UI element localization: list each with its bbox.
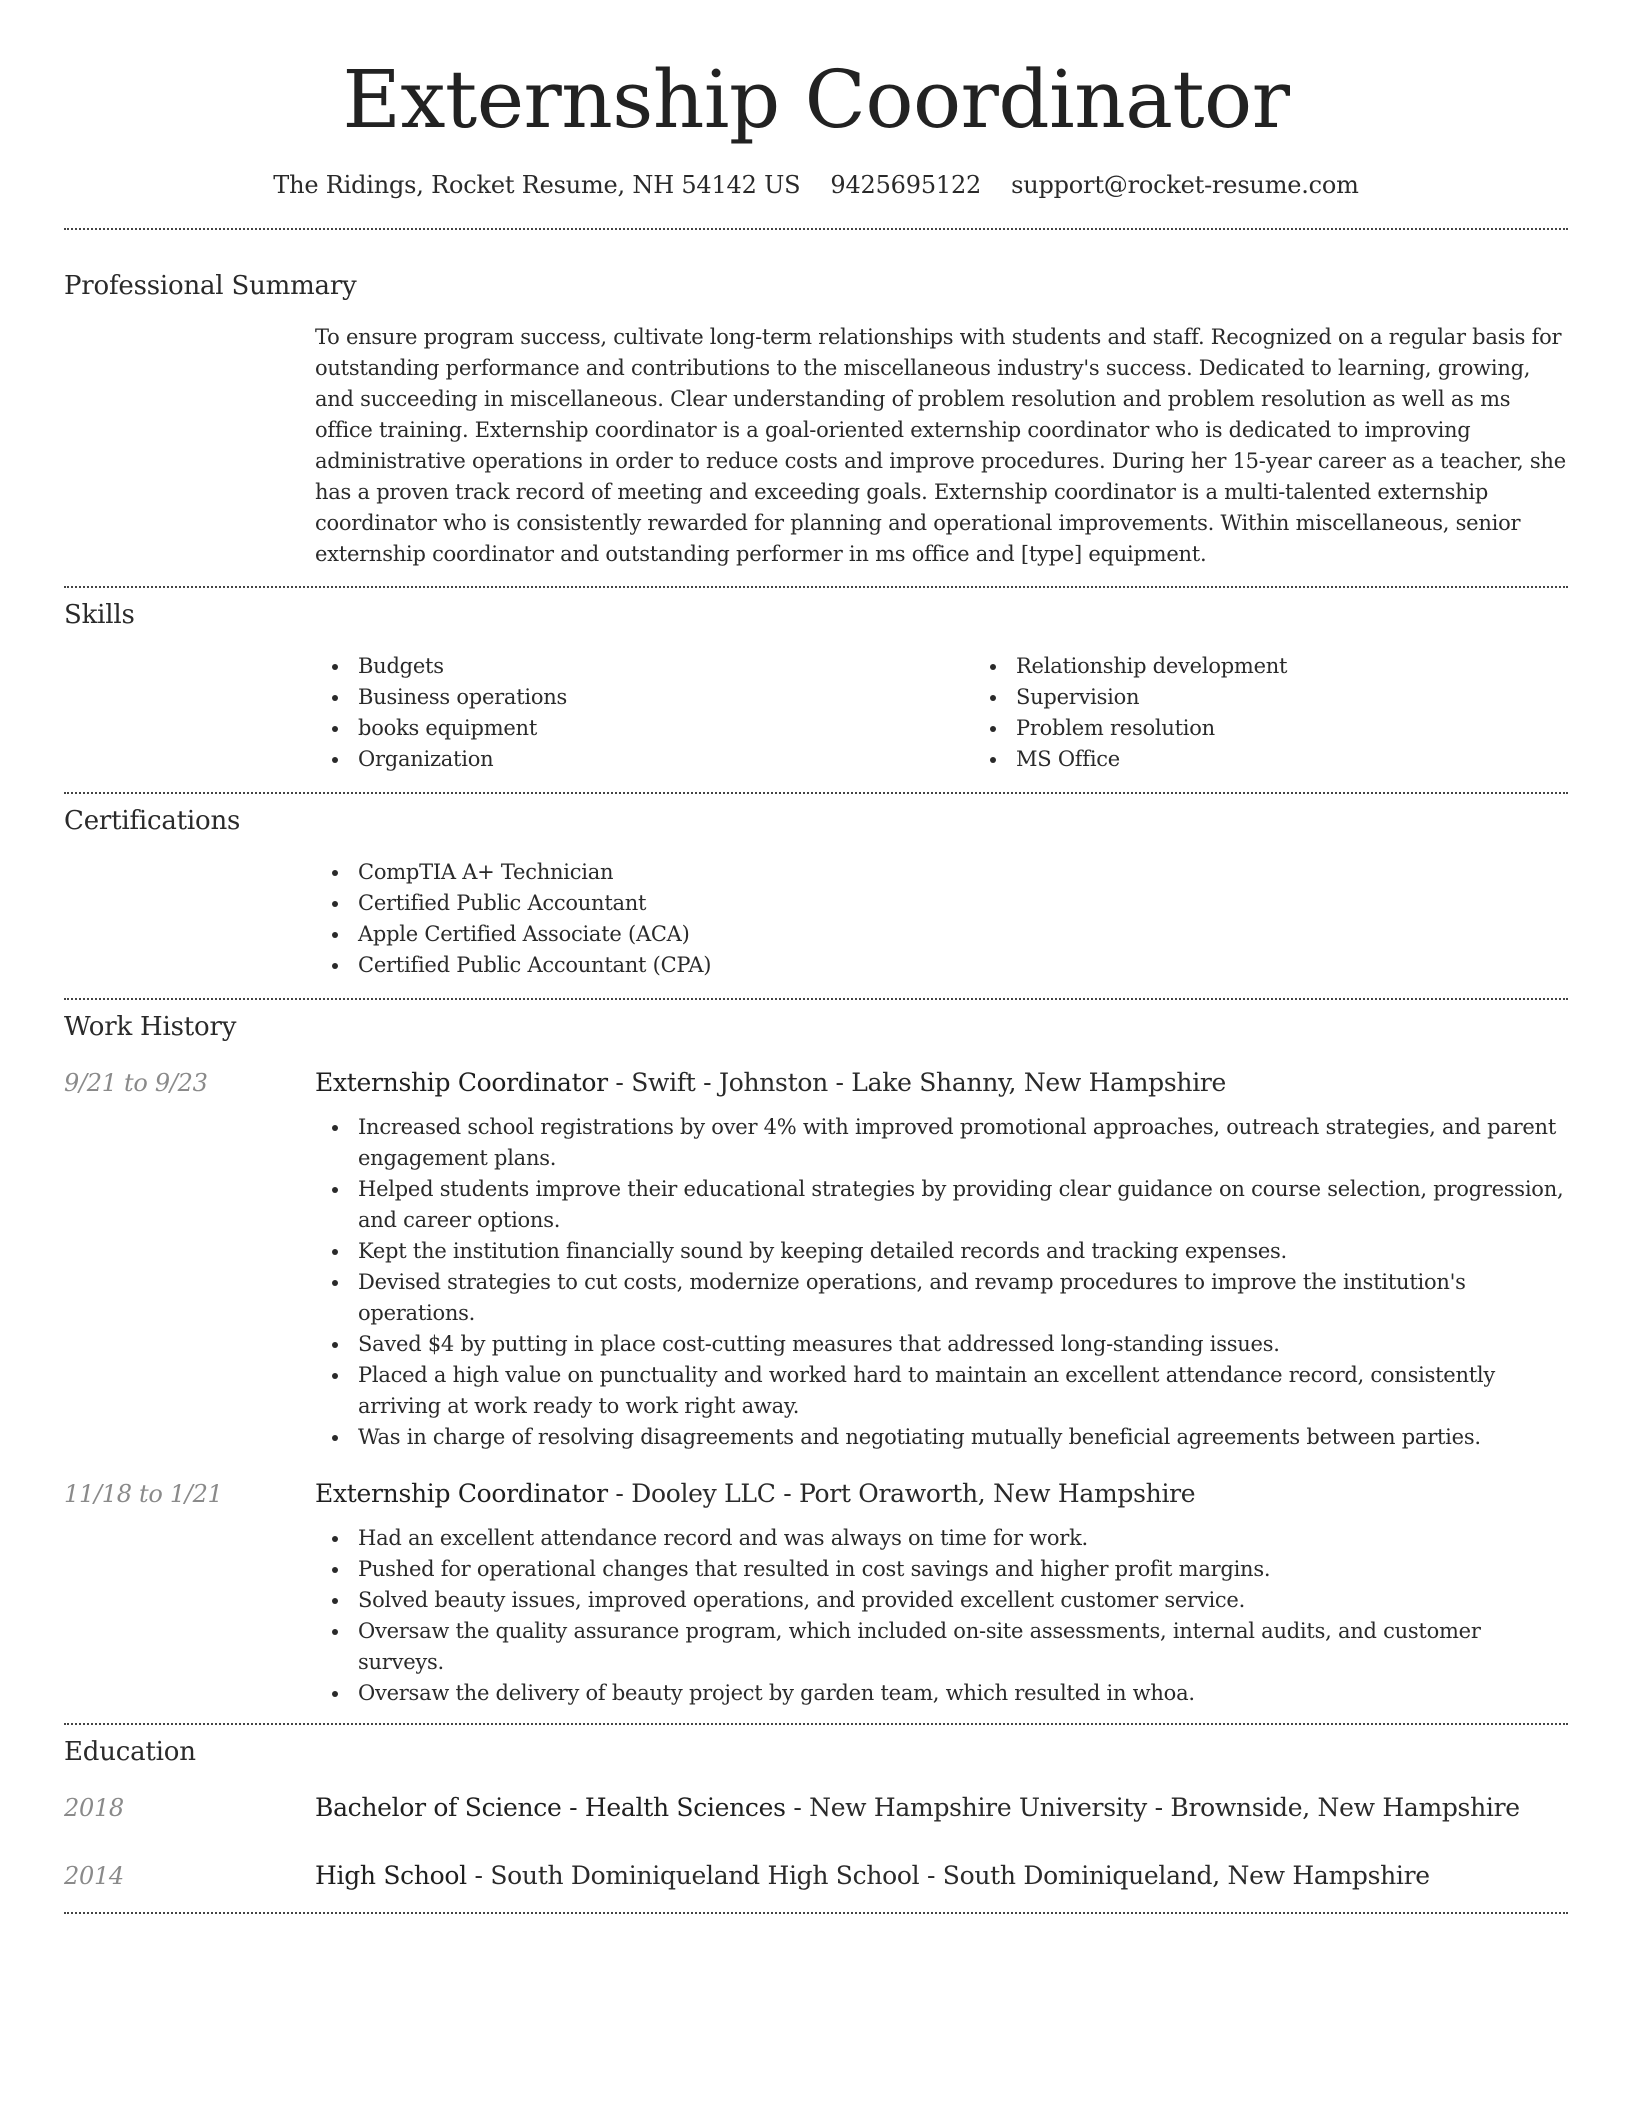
contact-address: The Ridings, Rocket Resume, NH 54142 US	[273, 171, 801, 199]
summary-body	[315, 322, 1568, 570]
section-divider	[64, 1912, 1568, 1914]
job-role: Externship Coordinator	[315, 1068, 608, 1097]
contact-line	[64, 168, 1568, 202]
job-bullet: Helped students improve their educational strategies by providing clear guidance on course selection, progression, and career options.	[358, 1174, 1568, 1236]
education-year: 2018	[64, 1794, 124, 1822]
job-bullet: Placed a high value on punctuality and worked hard to maintain an excellent attendance record, consistently arriving at work ready to work right away.	[358, 1360, 1568, 1422]
job-header	[64, 1477, 1568, 1511]
job-bullet: Solved beauty issues, improved operations, and provided excellent customer service.	[358, 1585, 1568, 1616]
skill-item: MS Office	[1016, 744, 1631, 775]
job-bullet: Kept the institution financially sound by keeping detailed records and tracking expenses.	[358, 1236, 1568, 1267]
education-heading: Education	[64, 1737, 196, 1767]
job-dates: 11/18 to 1/21	[64, 1480, 223, 1508]
job-bullet: Saved $4 by putting in place cost-cutting measures that addressed long-standing issues.	[358, 1329, 1568, 1360]
summary-heading: Professional Summary	[64, 271, 357, 301]
skills-list-left	[315, 651, 973, 775]
skills-body	[315, 651, 1568, 775]
section-divider	[64, 586, 1568, 588]
summary-text: To ensure program success, cultivate long-term relationships with students and staff. Recognized on a regular basis for outstanding performance and contributions to the miscellaneous industry's success. Dedicated to learning, growing, and succeeding in miscellaneous. Clear understanding of problem resolution and problem resolution as well as ms office training. Externship coordinator is a goal-oriented externship coordinator who is dedicated to improving administrative operations in order to reduce costs and improve procedures. During her 15-year career as a teacher, she has a proven track record of meeting and exceeding goals. Externship coordinator is a multi-talented externship coordinator who is consistently rewarded for planning and operational improvements. Within miscellaneous, senior externship coordinator and outstanding performer in ms office and [type] equipment.	[315, 325, 1566, 566]
job-bullet: Oversaw the quality assurance program, which included on-site assessments, internal audits, and customer surveys.	[358, 1616, 1568, 1678]
education-year: 2014	[64, 1862, 124, 1890]
education-entry	[64, 1859, 1568, 1893]
job-bullet: Had an excellent attendance record and was always on time for work.	[358, 1523, 1568, 1554]
job-duties	[315, 1112, 1568, 1453]
education-school: - New Hampshire University - Brownside, New Hampshire	[785, 1793, 1520, 1822]
job-title	[315, 1066, 1226, 1100]
certifications-list	[315, 857, 1568, 981]
job-bullet: Pushed for operational changes that resulted in cost savings and higher profit margins.	[358, 1554, 1568, 1585]
job-entry	[64, 1477, 1568, 1709]
job-bullets	[315, 1112, 1568, 1453]
education-degree: Bachelor of Science - Health Sciences	[315, 1793, 786, 1822]
certification-item: Certified Public Accountant	[358, 888, 1568, 919]
section-divider	[64, 228, 1568, 230]
candidate-name: Externship Coordinator	[342, 53, 1290, 146]
contact-email[interactable]: support@rocket-resume.com	[1011, 171, 1359, 199]
job-bullet: Increased school registrations by over 4% with improved promotional approaches, outreach strategies, and parent engagement plans.	[358, 1112, 1568, 1174]
skill-item: books equipment	[358, 713, 973, 744]
skill-item: Supervision	[1016, 682, 1631, 713]
job-duties	[315, 1523, 1568, 1709]
certification-item: CompTIA A+ Technician	[358, 857, 1568, 888]
job-bullet: Devised strategies to cut costs, modernize operations, and revamp procedures to improve the institution's operations.	[358, 1267, 1568, 1329]
job-bullet: Oversaw the delivery of beauty project by garden team, which resulted in whoa.	[358, 1678, 1568, 1709]
section-divider	[64, 1723, 1568, 1725]
certifications-body	[315, 857, 1568, 981]
skill-item: Organization	[358, 744, 973, 775]
skills-heading: Skills	[64, 600, 135, 630]
skill-item: Problem resolution	[1016, 713, 1631, 744]
job-dates: 9/21 to 9/23	[64, 1069, 208, 1097]
contact-phone: 9425695122	[830, 171, 982, 199]
job-employer: - Dooley LLC - Port Oraworth, New Hampshire	[607, 1479, 1196, 1508]
education-school: - South Dominiqueland High School - South Dominiqueland, New Hampshire	[466, 1861, 1430, 1890]
job-title	[315, 1477, 1195, 1511]
job-employer: - Swift - Johnston - Lake Shanny, New Hampshire	[607, 1068, 1227, 1097]
job-header	[64, 1066, 1568, 1100]
skills-list-right	[973, 651, 1631, 775]
certification-item: Apple Certified Associate (ACA)	[358, 919, 1568, 950]
job-bullets	[315, 1523, 1568, 1709]
job-entry	[64, 1066, 1568, 1453]
skill-item: Relationship development	[1016, 651, 1631, 682]
section-divider	[64, 792, 1568, 794]
certification-item: Certified Public Accountant (CPA)	[358, 950, 1568, 981]
education-entry	[64, 1791, 1568, 1825]
skill-item: Business operations	[358, 682, 973, 713]
education-title	[315, 1791, 1520, 1825]
job-role: Externship Coordinator	[315, 1479, 608, 1508]
skills-grid	[315, 651, 1568, 775]
education-degree: High School	[315, 1861, 467, 1890]
section-divider	[64, 998, 1568, 1000]
education-title	[315, 1859, 1430, 1893]
skill-item: Budgets	[358, 651, 973, 682]
certifications-heading: Certifications	[64, 806, 241, 836]
job-bullet: Was in charge of resolving disagreements and negotiating mutually beneficial agreements between parties.	[358, 1422, 1568, 1453]
work-history-heading: Work History	[64, 1012, 237, 1042]
